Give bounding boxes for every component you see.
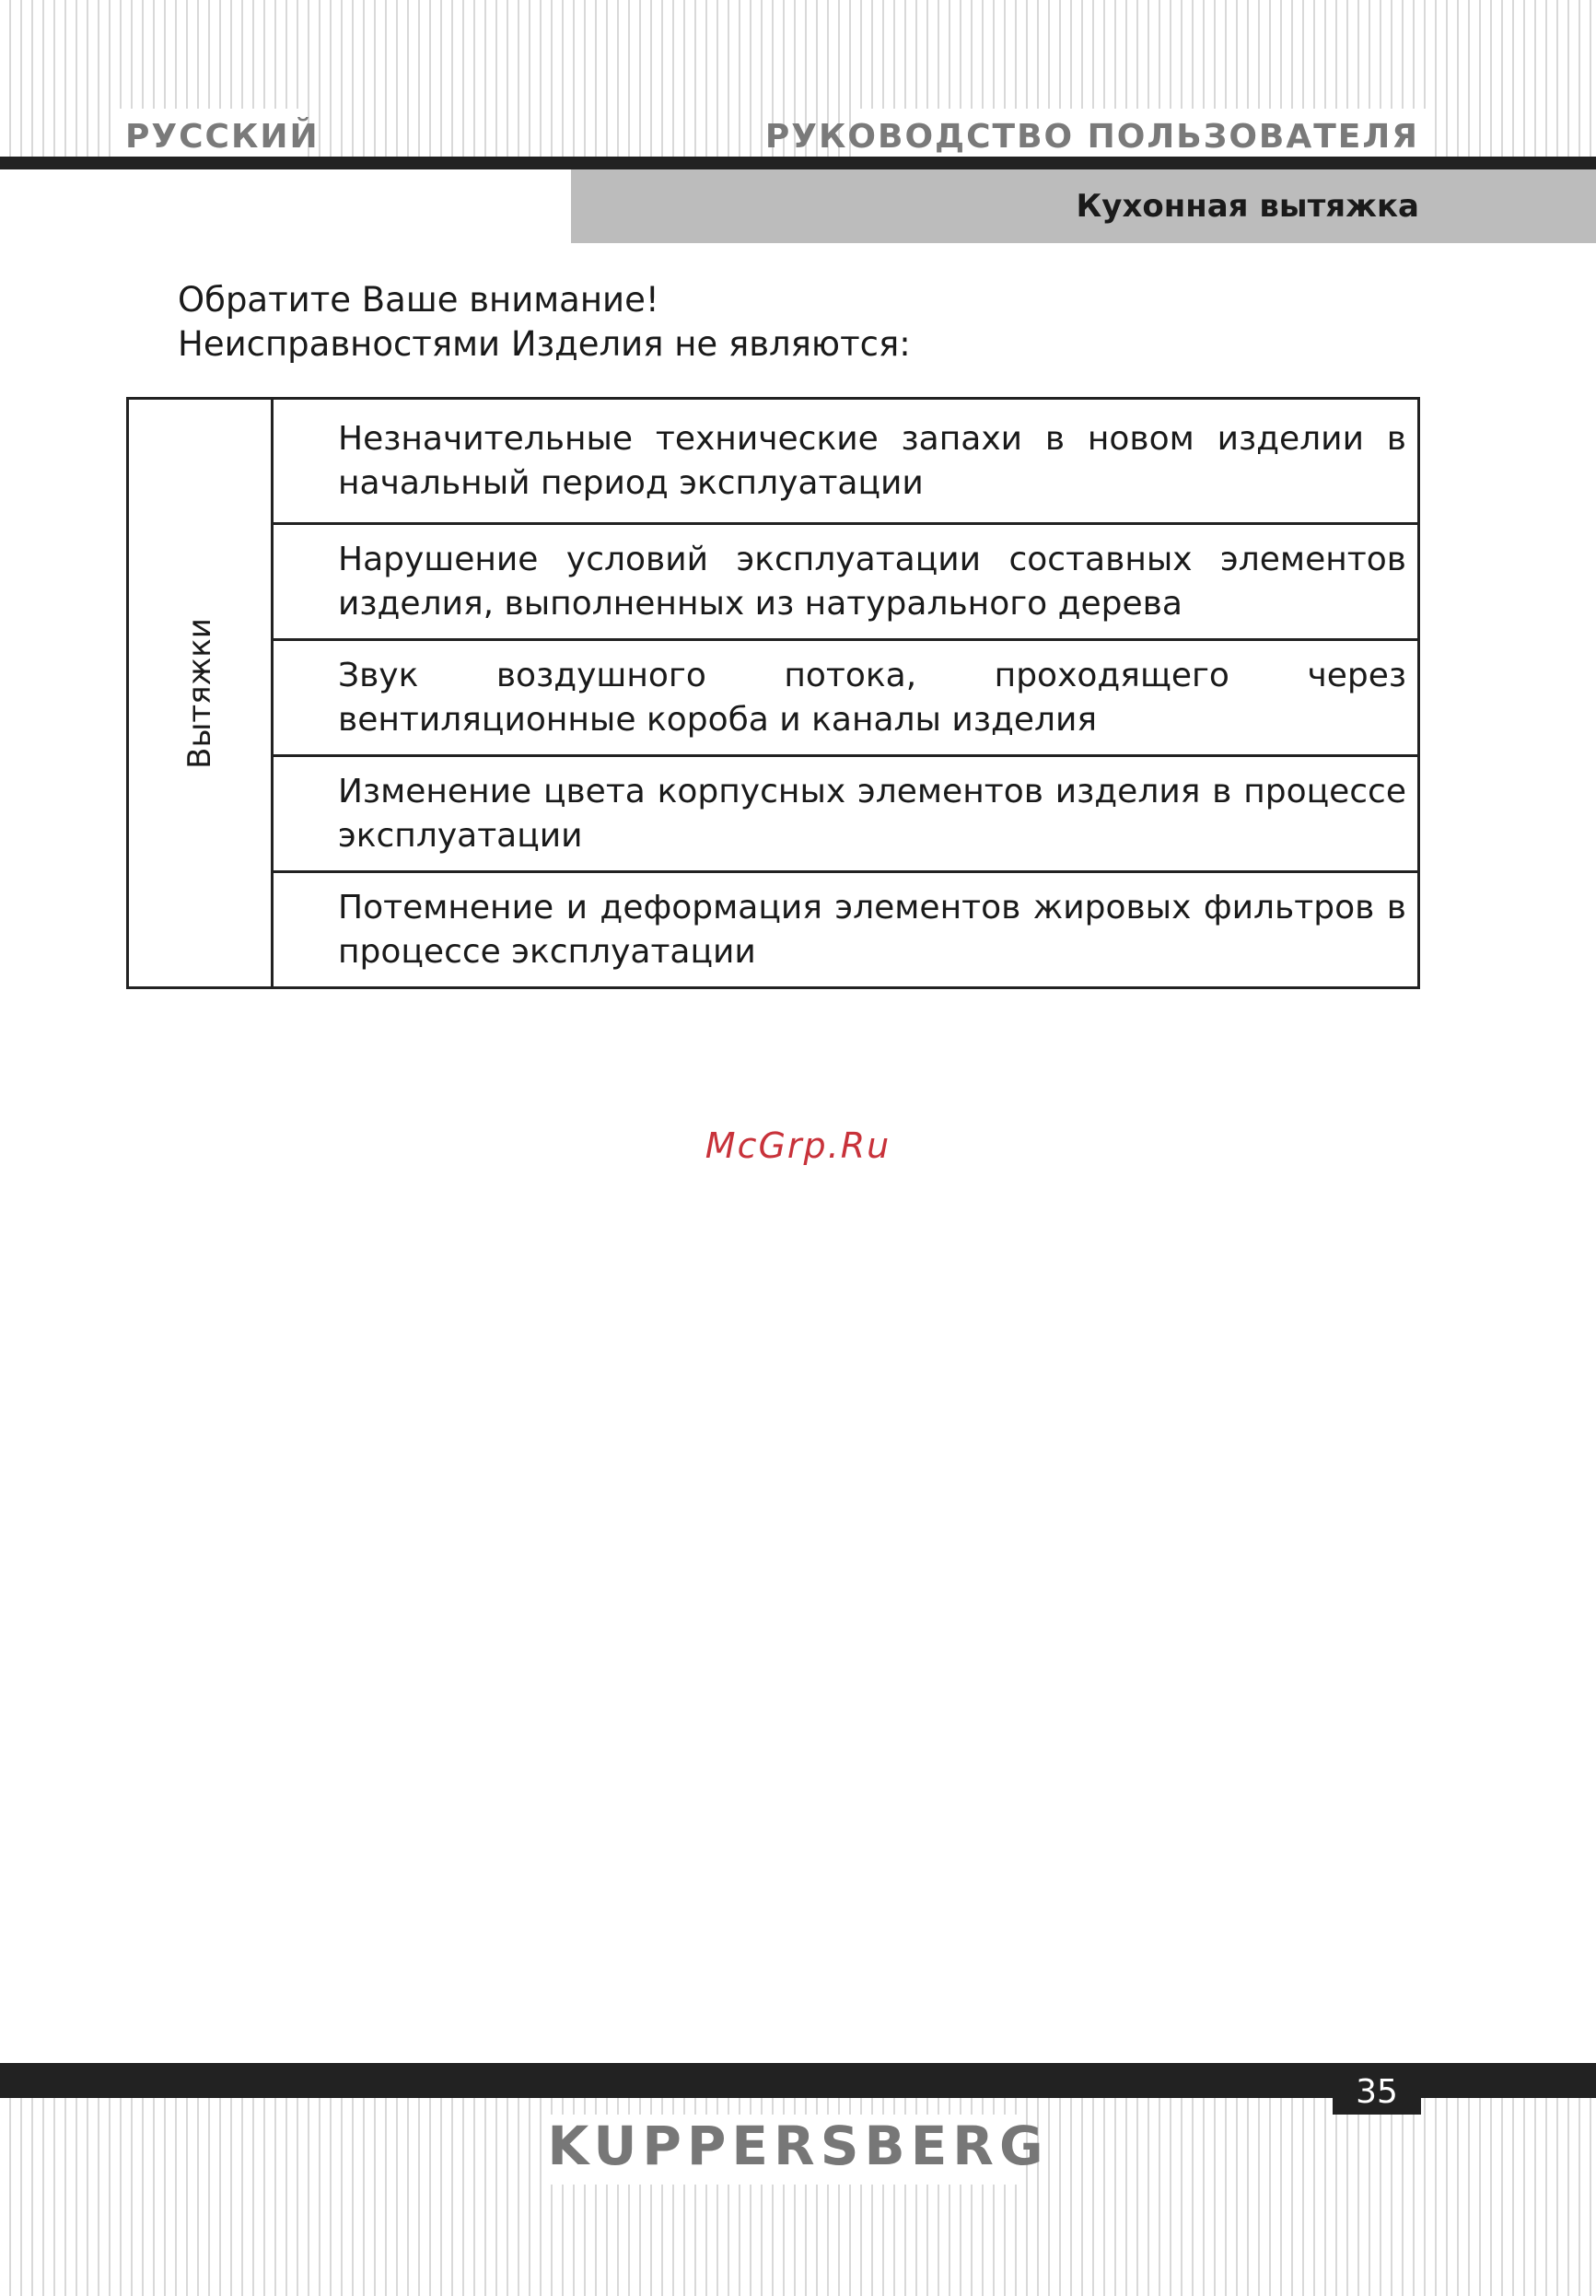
table-cell-item: Изменение цвета корпусных элементов изделия в процессе эксплуатации — [273, 756, 1419, 872]
table-cell-item: Незначительные технические запахи в новом изделии в начальный период эксплуатации — [273, 399, 1419, 524]
page-number: 35 — [1333, 2063, 1421, 2115]
table-row — [128, 756, 1419, 872]
table-row — [128, 640, 1419, 756]
table-cell-item: Потемнение и деформация элементов жировых фильтров в процессе эксплуатации — [273, 872, 1419, 988]
table-cell-item: Звук воздушного потока, проходящего через вентиляционные короба и каналы изделия — [273, 640, 1419, 756]
header-rule — [0, 157, 1596, 169]
table-row — [128, 524, 1419, 640]
header-manual-title: РУКОВОДСТВО ПОЛЬЗОВАТЕЛЯ — [764, 118, 1419, 156]
brand-logo: KUPPERSBERG — [547, 2115, 1049, 2177]
header-language: РУССКИЙ — [125, 118, 320, 156]
category-label: Вытяжки — [181, 617, 218, 769]
table-row — [128, 399, 1419, 524]
table-cell-item: Нарушение условий эксплуатации составных элементов изделия, выполненных из натурального дерева — [273, 524, 1419, 640]
notice-line-1: Обратите Ваше внимание! — [178, 280, 659, 320]
watermark: McGrp.Ru — [705, 1125, 891, 1166]
table-row — [128, 872, 1419, 988]
category-cell — [128, 399, 273, 988]
notice-line-2: Неисправностями Изделия не являются: — [178, 324, 911, 364]
section-title: Кухонная вытяжка — [1076, 188, 1419, 225]
notice — [178, 278, 911, 367]
defects-table — [126, 397, 1420, 989]
